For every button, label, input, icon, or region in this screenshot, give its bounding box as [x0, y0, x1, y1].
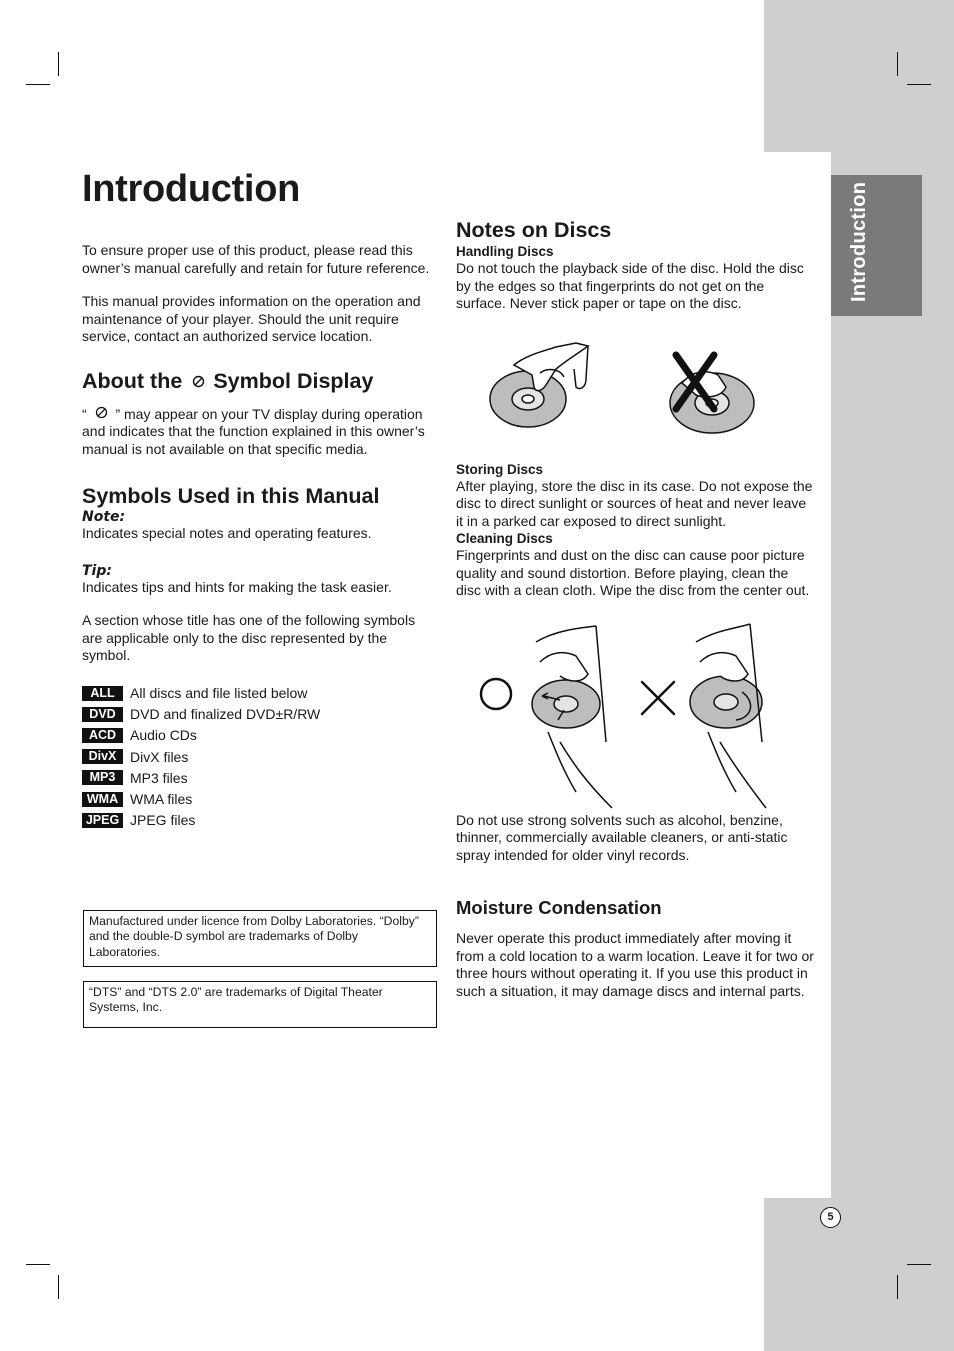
tip-label: Tip:: [82, 562, 112, 579]
x-mark-icon: [642, 682, 674, 714]
symbols-section-text: A section whose title has one of the following symbols are applicable only to the disc represented by the symbol.: [82, 612, 416, 663]
crop-mark: [897, 1275, 898, 1299]
correct-cleaning-disc: [532, 626, 612, 808]
crop-mark: [58, 52, 59, 76]
heading-text: Symbol Display: [213, 368, 374, 393]
solvent-warning-text: Do not use strong solvents such as alcohol, benzine, thinner, commercially available cleaners, or anti-static spray intended for older vinyl records.: [456, 811, 788, 863]
notes-on-discs-heading: Notes on Discs: [456, 218, 612, 242]
legend-desc: WMA files: [130, 791, 193, 808]
sidebar-bottom-band: [764, 1198, 954, 1351]
section-tab-label: Introduction: [848, 181, 870, 302]
intro-paragraph: This manual provides information on the operation and maintenance of your player. Should the unit require service, contact an authorized service location.: [82, 293, 421, 344]
crop-mark: [907, 84, 931, 85]
legend-item: [82, 810, 438, 831]
legend-desc: DivX files: [130, 748, 189, 765]
disc-tag: DivX: [82, 749, 123, 764]
tip-text: Indicates tips and hints for making the task easier.: [82, 578, 392, 595]
incorrect-cleaning-disc: [690, 624, 766, 808]
no-symbol-icon: [95, 406, 108, 424]
no-symbol-icon: [192, 369, 205, 394]
sidebar-top-band: [764, 0, 954, 152]
moisture-condensation-heading: Moisture Condensation: [456, 897, 662, 918]
handling-discs-text: Do not touch the playback side of the disc. Hold the disc by the edges so that fingerprints do not get on the surface. Never stick paper or tape on the disc.: [456, 260, 804, 311]
intro-paragraph: To ensure proper use of this product, please read this owner’s manual carefully and retain for future reference.: [82, 242, 430, 276]
dts-trademark-box: “DTS” and “DTS 2.0” are trademarks of Digital Theater Systems, Inc.: [83, 981, 437, 1028]
note-label: Note:: [82, 509, 126, 525]
cleaning-discs-text: Fingerprints and dust on the disc can cause poor picture quality and sound distortion. Before playing, clean the disc with a clean cloth. Wipe the disc from the center out.: [456, 547, 810, 598]
legend-desc: DVD and finalized DVD±R/RW: [130, 706, 321, 723]
moisture-condensation-text: Never operate this product immediately after moving it from a cold location to a warm location. Leave it for two or three hours without operating it. If you use this product in such a situation, it may damage discs and internal parts.: [456, 930, 814, 999]
page-number: 5: [820, 1207, 841, 1228]
disc-tag: DVD: [82, 707, 123, 722]
legend-item: [82, 725, 438, 746]
about-symbol-text: [82, 406, 438, 459]
disc-handling-illustration: [456, 313, 816, 461]
handling-discs-heading: Handling Discs: [456, 244, 554, 259]
legend-desc: All discs and file listed below: [130, 685, 308, 702]
disc-tag: ACD: [82, 728, 123, 743]
correct-hold-disc: [490, 343, 588, 427]
page-title: Introduction: [82, 168, 301, 210]
crop-mark: [58, 1275, 59, 1299]
note-text: Indicates special notes and operating features.: [82, 525, 372, 541]
disc-tag: WMA: [82, 792, 123, 807]
disc-cleaning-illustration: [456, 622, 816, 812]
disc-handling-drawing: [456, 313, 816, 461]
legend-item: [82, 746, 438, 767]
dolby-trademark-box: Manufactured under licence from Dolby Laboratories. “Dolby” and the double-D symbol are trademarks of Dolby Laboratories.: [83, 910, 437, 967]
legend-desc: Audio CDs: [130, 727, 197, 744]
heading-text: About the: [82, 368, 183, 393]
disc-tag: ALL: [82, 686, 123, 701]
disc-symbol-legend: [82, 683, 438, 831]
disc-tag: MP3: [82, 770, 123, 785]
cleaning-discs-heading: Cleaning Discs: [456, 531, 553, 546]
about-symbol-heading: [82, 369, 438, 394]
storing-discs-text: After playing, store the disc in its case. Do not expose the disc to direct sunlight or sources of heat and never leave it in a parked car exposed to direct sunlight.: [456, 477, 813, 529]
about-body: ” may appear on your TV display during operation and indicates that the function explained in this owner’s manual is not available on that specific media.: [82, 405, 425, 457]
crop-mark: [907, 1264, 931, 1265]
symbols-heading: Symbols Used in this Manual: [82, 484, 380, 508]
crop-mark: [26, 1264, 50, 1265]
legend-item: [82, 704, 438, 725]
section-tab: [831, 175, 922, 316]
legend-item: [82, 767, 438, 788]
storing-discs-heading: Storing Discs: [456, 461, 544, 477]
legend-item: [82, 683, 438, 704]
legend-item: [82, 788, 438, 809]
disc-cleaning-drawing: [456, 622, 816, 812]
disc-tag: JPEG: [82, 813, 123, 828]
quote-mark: “: [82, 405, 87, 422]
legend-desc: JPEG files: [130, 812, 196, 829]
crop-mark: [26, 84, 50, 85]
crop-mark: [897, 52, 898, 76]
right-column: [456, 218, 816, 1000]
circle-mark-icon: [481, 679, 511, 709]
legend-desc: MP3 files: [130, 769, 188, 786]
left-column: [82, 168, 438, 831]
